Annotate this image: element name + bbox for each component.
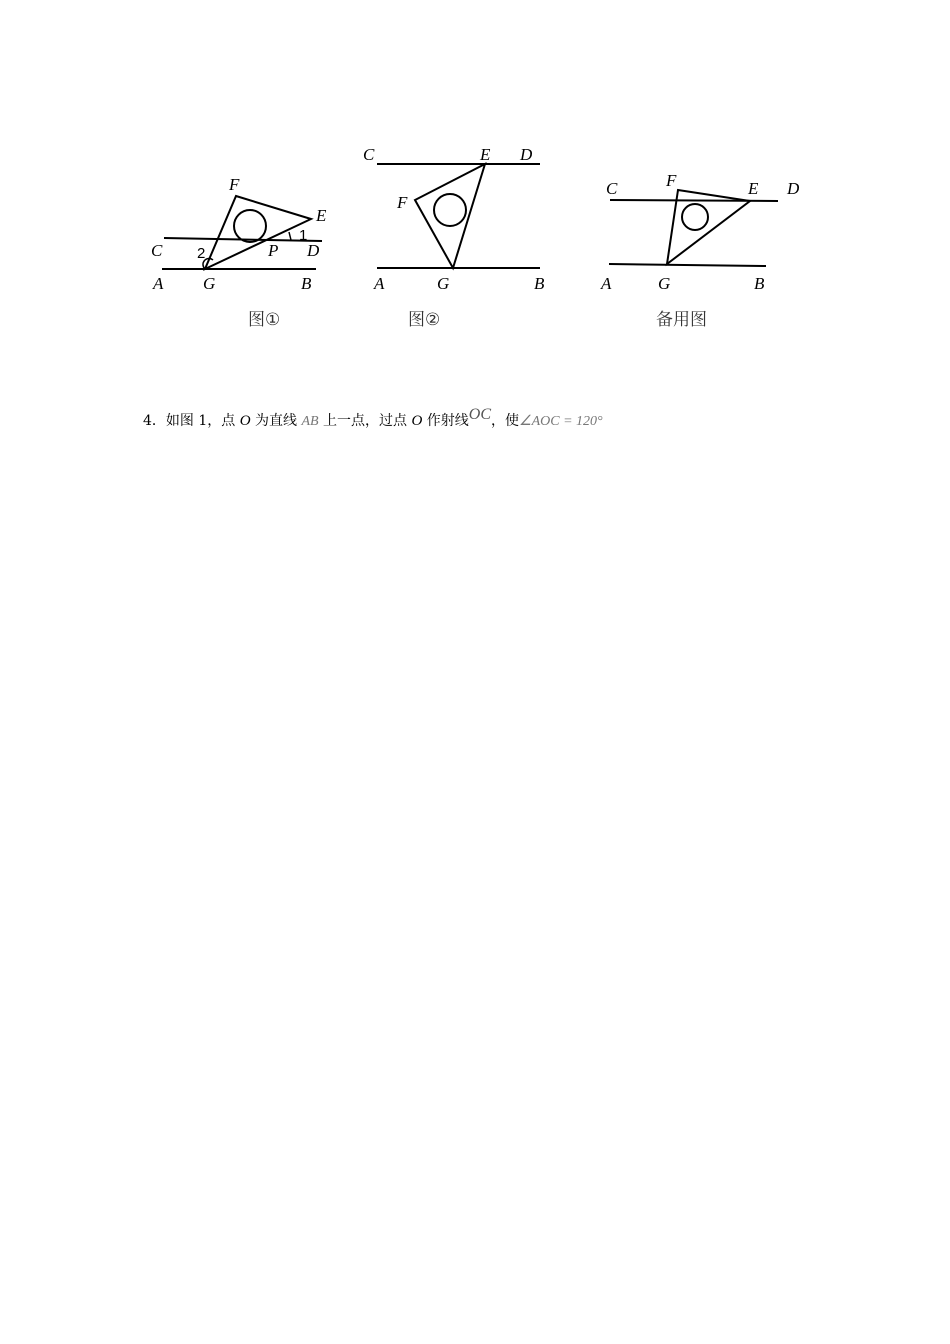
question-number: 4． bbox=[143, 413, 166, 429]
label-g: G bbox=[658, 274, 671, 293]
figure-2-caption: 图② bbox=[408, 310, 441, 330]
angle-1-mark bbox=[289, 232, 291, 240]
angle-aoc-expr: ∠AOC = 120° bbox=[519, 414, 603, 429]
figure-1 bbox=[162, 196, 322, 269]
geometry-figures bbox=[0, 0, 950, 360]
label-f: F bbox=[666, 171, 677, 190]
label-f: F bbox=[397, 193, 408, 212]
label-e: E bbox=[316, 206, 327, 225]
triangle-hole bbox=[434, 194, 466, 226]
label-d: D bbox=[787, 179, 800, 198]
question-text-4: 作射线 bbox=[422, 413, 469, 429]
question-text-1: 如图 1，点 bbox=[165, 413, 240, 429]
label-g: G bbox=[203, 274, 216, 293]
angle-1-label: 1 bbox=[299, 227, 308, 244]
line-cd bbox=[610, 200, 778, 201]
label-p: P bbox=[268, 241, 279, 260]
label-f: F bbox=[229, 175, 240, 194]
label-e: E bbox=[748, 179, 759, 198]
question-text-5: ，使 bbox=[491, 413, 520, 429]
label-a: A bbox=[374, 274, 385, 293]
figure-1-caption: 图① bbox=[248, 310, 281, 330]
figure-2-labels bbox=[363, 145, 545, 330]
label-g: G bbox=[437, 274, 450, 293]
label-c: C bbox=[151, 241, 163, 260]
ray-oc-label: OC bbox=[468, 406, 492, 423]
label-b: B bbox=[534, 274, 545, 293]
question-text-2: 为直线 bbox=[250, 413, 302, 429]
label-b: B bbox=[754, 274, 765, 293]
point-o-2: O bbox=[411, 413, 423, 429]
question-4 bbox=[143, 406, 603, 430]
label-a: A bbox=[153, 274, 164, 293]
figure-2 bbox=[377, 164, 540, 268]
question-text-3: 上一点，过点 bbox=[318, 413, 412, 429]
label-c: C bbox=[363, 145, 375, 164]
label-b: B bbox=[301, 274, 312, 293]
label-d: D bbox=[307, 241, 320, 260]
triangle-efg bbox=[205, 196, 311, 269]
figure-3-labels bbox=[600, 171, 800, 330]
angle-2-label: 2 bbox=[197, 245, 206, 262]
label-d: D bbox=[520, 145, 533, 164]
label-a: A bbox=[601, 274, 612, 293]
triangle-hole bbox=[682, 204, 708, 230]
label-c: C bbox=[606, 179, 618, 198]
point-o: O bbox=[239, 413, 251, 429]
line-ab bbox=[609, 264, 766, 266]
triangle-hole bbox=[234, 210, 266, 242]
line-ab-label: AB bbox=[301, 414, 319, 429]
label-e: E bbox=[480, 145, 491, 164]
figures-row bbox=[0, 0, 950, 360]
figure-3-caption: 备用图 bbox=[656, 310, 707, 330]
figure-3 bbox=[609, 190, 778, 266]
triangle-efg bbox=[415, 164, 485, 268]
